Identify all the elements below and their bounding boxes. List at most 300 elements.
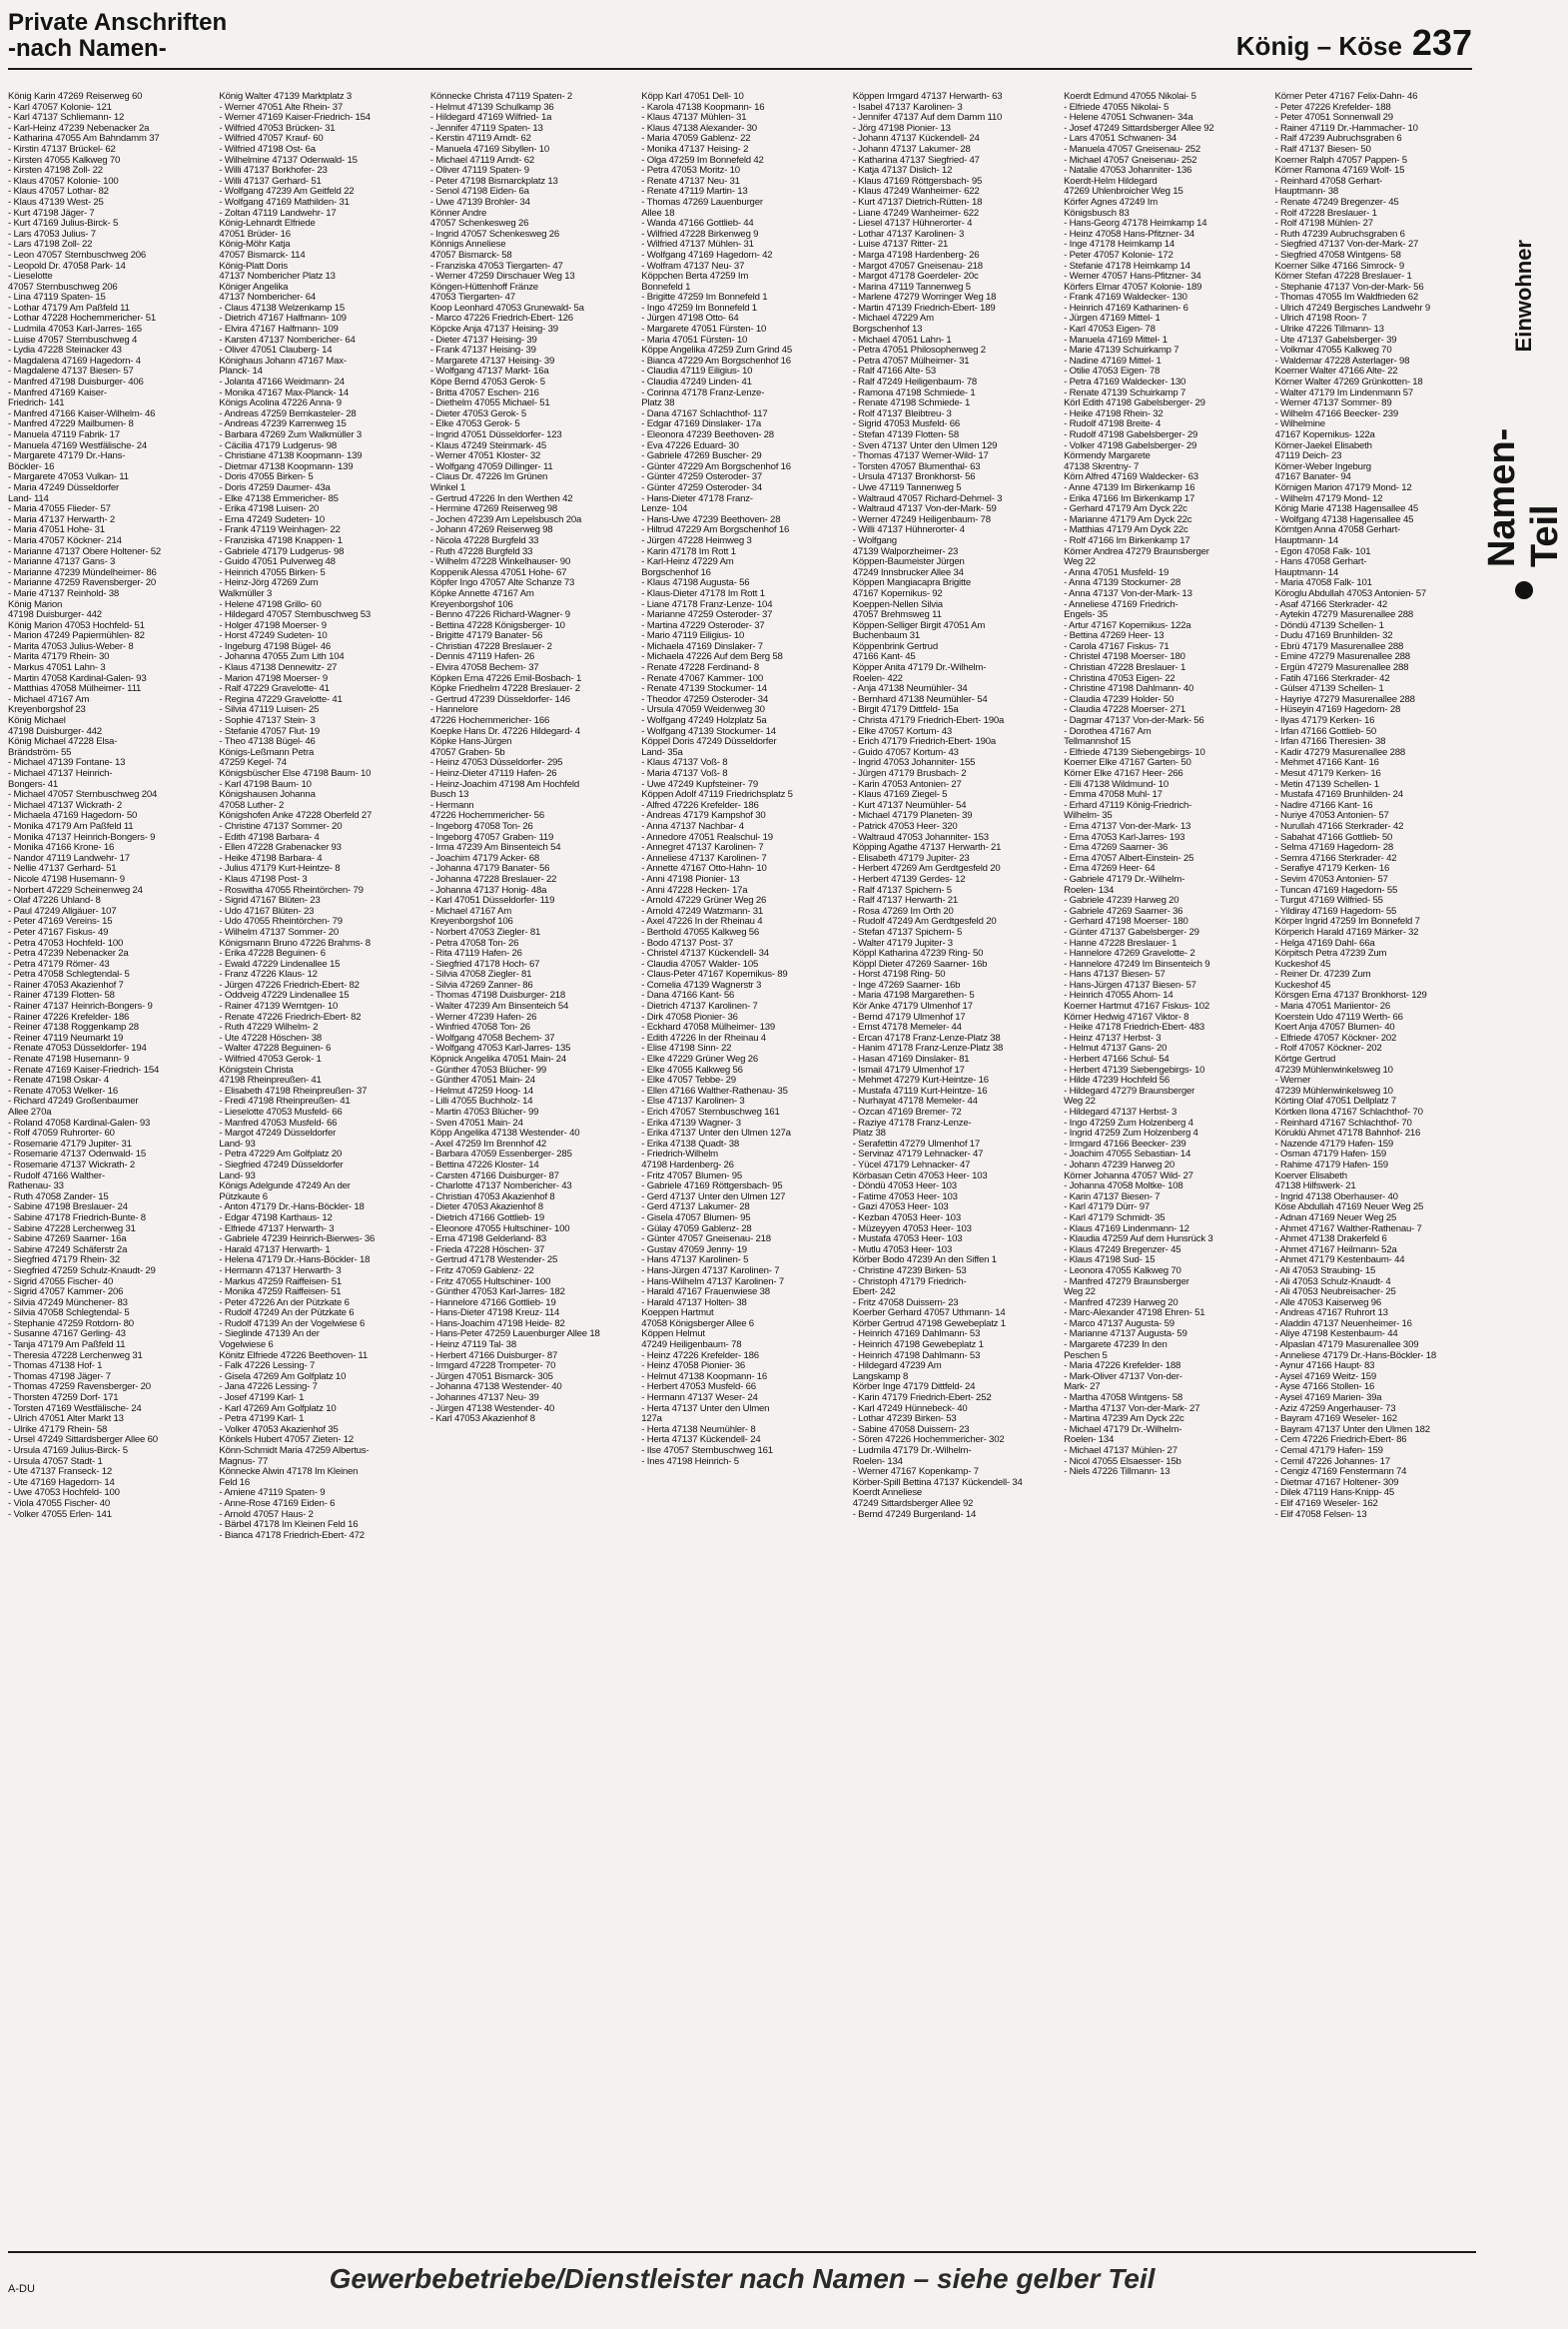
directory-entry: - Hans-Wilhelm 47137 Karolinen- 7 (641, 1276, 784, 1287)
directory-entry: - Herbert 47139 Gerdes- 12 (852, 874, 966, 885)
directory-entry: - Ruth 47239 Aubruchsgraben 6 (1274, 229, 1405, 240)
directory-entry: - Edgar 47198 Karthaus- 12 (219, 1212, 333, 1223)
directory-entry: 47167 Kopernikus- 92 (852, 588, 943, 599)
directory-entry: Königs Acolina 47226 Anna- 9 (219, 398, 342, 409)
directory-entry: - Nurullah 47166 Sterkrader- 42 (1274, 821, 1404, 832)
directory-entry: Königstein Christa (219, 1065, 294, 1076)
directory-entry: - Mustafa 47053 Heer- 103 (852, 1234, 963, 1245)
directory-entry: - Michael 47057 Sternbuschweg 204 (8, 790, 158, 801)
directory-entry: - Tuncan 47169 Hagedorn- 55 (1274, 885, 1398, 896)
directory-entry: - Christine 47137 Sommer- 20 (219, 821, 343, 832)
directory-entry: - Marlene 47279 Worringer Weg 18 (852, 293, 997, 304)
directory-entry: - Elif 47058 Felsen- 13 (1274, 1509, 1367, 1520)
directory-entry: - Michael 47167 Am (429, 906, 512, 917)
directory-entry: - Waltraud 47137 Von-der-Mark- 59 (852, 504, 997, 515)
directory-entry: - Michael 47119 Arndt- 62 (429, 155, 534, 166)
directory-entry: - Petra 47169 Waldecker- 130 (1064, 378, 1186, 388)
directory-entry: - Berthold 47055 Kalkweg 56 (641, 927, 760, 938)
directory-entry: - Markus 47259 Raiffeisen- 51 (219, 1276, 342, 1287)
directory-entry: Vogelwiese 6 (219, 1340, 274, 1351)
directory-entry: - Bianca 47229 Am Borgschenhof 16 (641, 356, 791, 367)
directory-entry: - Edgar 47169 Dinslaker- 17a (641, 419, 761, 430)
directory-entry: - Barbara 47269 Zum Walkmüller 3 (219, 430, 362, 440)
directory-entry: - Johanna 47137 Honig- 48a (429, 885, 547, 896)
directory-entry: - Herbert 47166 Duisburger- 87 (429, 1350, 558, 1361)
directory-entry: - Helena 47179 Dr.-Hans-Böckler- 18 (219, 1255, 371, 1266)
directory-entry: - Wolfgang 47137 Markt- 16a (429, 367, 549, 378)
directory-entry: - Amiene 47119 Spaten- 9 (219, 1488, 326, 1499)
directory-entry: - Sophie 47137 Stein- 3 (219, 716, 316, 727)
directory-entry: - Volker 47198 Gabelsberger- 29 (1064, 440, 1197, 451)
directory-entry: Körner Walter 47269 Grünkotten- 18 (1274, 378, 1423, 388)
directory-entry: 47239 Mühlenwinkelsweg 10 (1274, 1065, 1393, 1076)
side-tab-big: Namen-Teil (1481, 427, 1566, 568)
directory-entry: Ebert- 242 (852, 1287, 896, 1298)
directory-entry: - Norbert 47053 Ziegler- 81 (429, 927, 541, 938)
directory-entry: - Klaus 47198 Sud- 15 (1064, 1255, 1156, 1266)
directory-entry: - Cem 47226 Friedrich-Ebert- 86 (1274, 1435, 1407, 1446)
directory-entry: Koerstein Udo 47119 Werth- 66 (1274, 1012, 1403, 1023)
directory-entry: - Reinhard 47058 Gerhart- (1274, 176, 1383, 187)
section-title-line1: Private Anschriften (8, 9, 228, 36)
directory-entry: - Marita 47179 Rhein- 30 (8, 652, 110, 663)
directory-entry: - Siegfried 47058 Wintgens- 58 (1274, 250, 1401, 261)
directory-entry: - Ahmet 47167 Walther-Rathenau- 7 (1274, 1223, 1422, 1234)
directory-entry: - Ulrich 47249 Bergisches Landwehr 9 (1274, 303, 1430, 314)
directory-entry: Allee 18 (641, 208, 675, 219)
directory-entry: Köpfer Ingo 47057 Alte Schanze 73 (429, 578, 575, 589)
directory-entry: - Ursula 47169 Julius-Birck- 5 (8, 1446, 128, 1456)
directory-entry: - Michael 47167 Am (8, 694, 90, 705)
directory-entry: - Wanda 47166 Gottlieb- 44 (641, 219, 754, 230)
directory-entry: - Monika 47137 Heising- 2 (641, 144, 749, 155)
directory-entry: - Volkmar 47055 Kalkweg 70 (1274, 346, 1392, 357)
directory-entry: - Fritz 47058 Duissern- 23 (852, 1297, 959, 1308)
directory-entry: 47119 Deich- 23 (1274, 451, 1342, 462)
directory-entry: - Maria 47198 Margarethen- 5 (852, 991, 975, 1002)
directory-entry: - Franziska 47053 Tiergarten- 47 (429, 261, 563, 272)
directory-entry: - Ralf 47137 Herwarth- 21 (852, 896, 959, 907)
directory-entry: - Otilie 47053 Eigen- 78 (1064, 367, 1161, 378)
directory-entry: - Bärbel 47178 Im Kleinen Feld 16 (219, 1520, 359, 1531)
directory-entry: Köpke Annette 47167 Am (429, 588, 534, 599)
directory-entry: - Sven 47137 Unter den Ulmen 129 (852, 440, 998, 451)
directory-entry: - Martina 47239 Am Dyck 22c (1064, 1414, 1184, 1425)
directory-entry: - Eckhard 47058 Mülheimer- 139 (641, 1023, 775, 1034)
directory-entry: - Ali 47053 Straubing- 15 (1274, 1265, 1376, 1276)
directory-entry: - Doris 47259 Daumer- 43a (219, 482, 331, 493)
directory-entry: - Olga 47259 Im Bonnefeld 42 (641, 155, 764, 166)
directory-entry: - Wolfgang 47053 Karl-Jarres- 135 (429, 1044, 571, 1055)
directory-entry: - Heinz-Jörg 47269 Zum (219, 578, 319, 589)
directory-entry: - Uwe 47139 Brohler- 34 (429, 197, 530, 208)
directory-entry: - Guido 47057 Kortum- 43 (852, 747, 959, 758)
directory-entry: 47137 Nombericher- 64 (219, 293, 317, 304)
directory-entry: - Magdalena 47169 Hagedorn- 4 (8, 356, 141, 367)
directory-entry: - Klaus 47139 West- 25 (8, 197, 104, 208)
directory-entry: - Sigrid 47055 Fischer- 40 (8, 1276, 114, 1287)
directory-entry: - Irma 47239 Am Binsenteich 54 (429, 843, 561, 854)
directory-entry: - Sigrid 47053 Musfeld- 66 (852, 419, 961, 430)
directory-entry: - Hans-Joachim 47198 Heide- 82 (429, 1318, 565, 1329)
directory-entry: Köpken Erna 47226 Emil-Bosbach- 1 (429, 673, 582, 684)
directory-entry: - Marianne 47239 Mündelheimer- 86 (8, 567, 157, 578)
directory-entry: - Renate 47137 Neu- 31 (641, 176, 740, 187)
directory-entry: - Karl-Heinz 47239 Nebenacker 2a (8, 123, 150, 134)
directory-entry: - Erna 47249 Sudeten- 10 (219, 514, 326, 525)
directory-entry: - Ute 47228 Höschen- 38 (219, 1033, 323, 1044)
directory-entry: - Oddveig 47229 Lindenallee 15 (219, 991, 350, 1002)
directory-entry: Körner-Weber Ingeburg (1274, 461, 1371, 472)
directory-entry: - Dilek 47119 Hans-Knipp- 45 (1274, 1488, 1395, 1499)
directory-entry: Körnigen Marion 47179 Mond- 12 (1274, 482, 1412, 493)
directory-entry: Köpp Karl 47051 Dell- 10 (641, 92, 744, 102)
directory-entry: - Nadire 47166 Kant- 16 (1274, 800, 1373, 811)
directory-entry: Köppen-Selliger Birgit 47051 Am (852, 620, 986, 631)
directory-entry: - Hasan 47169 Dinslaker- 81 (852, 1055, 970, 1066)
directory-entry: - Uwe 47249 Kupfsteiner- 79 (641, 779, 758, 790)
directory-entry: 47198 Hardenberg- 26 (641, 1160, 734, 1170)
directory-entry: - Dagmar 47137 Von-der-Mark- 56 (1064, 716, 1204, 727)
directory-entry: - Franz 47226 Klaus- 12 (219, 970, 318, 981)
directory-entry: - Nicola 47228 Burgfeld 33 (429, 535, 539, 546)
directory-entry: - Heinz 47137 Herbst- 3 (1064, 1033, 1162, 1044)
directory-entry: - Manuela 47169 Mittel- 1 (1064, 335, 1168, 346)
directory-entry: - Dudu 47169 Brunhilden- 32 (1274, 631, 1393, 642)
directory-entry: - Thorsten 47259 Dorf- 171 (8, 1393, 119, 1404)
directory-entry: - Johanna 47228 Breslauer- 22 (429, 874, 557, 885)
directory-entry: Rathenau- 33 (8, 1181, 64, 1192)
directory-entry: - Eleonora 47239 Beethoven- 28 (641, 430, 774, 440)
directory-entry: - Senol 47198 Eiden- 6a (429, 187, 529, 198)
directory-entry: - Mario 47119 Eiligius- 10 (641, 631, 745, 642)
directory-entry: - Werner 47167 Kopenkamp- 7 (852, 1467, 979, 1478)
directory-entry: - Andreas 47239 Karrenweg 15 (219, 419, 347, 430)
directory-entry: - Udo 47167 Blüten- 23 (219, 906, 315, 917)
directory-entry: - Jürgen 47228 Heimweg 3 (641, 535, 752, 546)
directory-entry: - Serafettin 47279 Ulmenhof 17 (852, 1139, 981, 1150)
directory-entry: - Marianne 47259 Ravensberger- 20 (8, 578, 157, 589)
directory-entry: - Gabriele 47169 Röttgersbach- 95 (641, 1181, 783, 1192)
directory-entry: - Manuela 47169 Sibyllen- 10 (429, 144, 550, 155)
directory-entry: - Hildegard 47239 Am (852, 1361, 942, 1372)
directory-entry: - Marianne 47179 Am Dyck 22c (1064, 514, 1192, 525)
directory-entry: - Manfred 47198 Duisburger- 406 (8, 378, 144, 388)
directory-entry: 47249 Heiligenbaum- 78 (641, 1340, 742, 1351)
footer-code: A-DU (8, 2283, 35, 2295)
directory-entry: - Lydia 47228 Steinacker 43 (8, 346, 122, 357)
directory-entry: - Kurt 47137 Dietrich-Rütten- 18 (852, 197, 983, 208)
directory-entry: - Martha 47058 Wintgens- 58 (1064, 1393, 1182, 1404)
directory-entry: - Marion 47249 Papiermühlen- 82 (8, 631, 145, 642)
directory-entry: - Carola 47167 Fiskus- 71 (1064, 641, 1170, 652)
directory-entry: Köppe Angelika 47259 Zum Grind 45 (641, 346, 793, 357)
directory-entry: - Rolf 47057 Köckner- 202 (1274, 1044, 1382, 1055)
directory-entry: - Niels 47226 Tillmann- 13 (1064, 1467, 1171, 1478)
directory-entry: - Anni 47198 Pionier- 13 (641, 874, 740, 885)
directory-entry: - Dieter 47053 Gerok- 5 (429, 408, 527, 419)
directory-entry: - Gülser 47139 Schellen- 1 (1274, 684, 1384, 695)
directory-entry: Koerdt Edmund 47055 Nikolai- 5 (1064, 92, 1196, 102)
directory-entry: - Wolfgang 47059 Dillinger- 11 (429, 461, 553, 472)
directory-entry: - Olaf 47226 Uhland- 8 (8, 896, 101, 907)
directory-entry: - Margot 47057 Gneisenau- 218 (852, 261, 983, 272)
directory-entry: Kreyenborgshof 23 (8, 705, 86, 716)
directory-entry: Köppel Doris 47249 Düsseldorfer (641, 737, 777, 748)
directory-entry: - Michael 47057 Gneisenau- 252 (1064, 155, 1197, 166)
directory-entry: - Sabine 47198 Breslauer- 24 (8, 1202, 128, 1213)
directory-entry: - Hans 47137 Karolinen- 5 (641, 1255, 749, 1266)
directory-entry: - Ursula 47057 Stadt- 1 (8, 1456, 103, 1467)
directory-entry: - Peter 47198 Bismarckplatz 13 (429, 176, 558, 187)
directory-entry: Koerner Walter 47166 Alte- 22 (1274, 367, 1398, 378)
directory-entry: Buchenbaum 31 (852, 631, 920, 642)
directory-entry: - Aynur 47166 Haupt- 83 (1274, 1361, 1375, 1372)
directory-entry: - Karl 47053 Akazienhof 8 (429, 1414, 535, 1425)
directory-entry: - Bernd 47179 Ulmenhof 17 (852, 1012, 966, 1023)
directory-entry: - Claus 47138 Welzenkamp 15 (219, 303, 346, 314)
directory-entry: Köppen Adolf 47119 Friedrichsplatz 5 (641, 790, 793, 801)
directory-entry: - Monika 47166 Krone- 16 (8, 843, 115, 854)
directory-entry: - Egon 47058 Falk- 101 (1274, 546, 1371, 557)
directory-entry: - Ayse 47166 Stollen- 16 (1274, 1382, 1375, 1393)
directory-entry: - Johann 47269 Reiserweg 98 (429, 525, 553, 536)
directory-entry: - Heinz 47053 Düsseldorfer- 295 (429, 758, 563, 769)
directory-entry: Königs-Leßmann Petra (219, 747, 315, 758)
directory-entry: - Eva 47226 Eduard- 30 (641, 440, 739, 451)
directory-entry: Busch 13 (429, 790, 469, 801)
directory-entry: - Magdalene 47137 Biesen- 57 (8, 367, 134, 378)
directory-entry: Körber Gertrud 47198 Gewebeplatz 1 (852, 1318, 1006, 1329)
directory-entry: Könn-Schmidt Maria 47259 Albertus- (219, 1446, 370, 1456)
directory-entry: - Hildegard 47137 Herbst- 3 (1064, 1108, 1177, 1118)
directory-entry: - Theo 47138 Bügel- 46 (219, 737, 316, 748)
directory-entry: - Karl 47053 Eigen- 78 (1064, 325, 1156, 336)
directory-entry: Köppl Dieter 47269 Saarner- 16b (852, 959, 988, 970)
directory-entry: - Mark-Oliver 47137 Von-der- (1064, 1371, 1182, 1382)
directory-entry: - Aytekin 47279 Masurenallee 288 (1274, 610, 1414, 621)
directory-entry: - Thomas 47269 Lauenburger (641, 197, 763, 208)
directory-entry: Böckler- 16 (8, 461, 55, 472)
directory-entry: - Ralf 47137 Spichern- 5 (852, 885, 952, 896)
directory-entry: - Wolfgang 47249 Holzplatz 5a (641, 716, 767, 727)
footer-banner: Gewerbebetriebe/Dienstleister nach Namen – siehe gelber Teil (329, 2263, 1156, 2294)
bullet-icon (1515, 581, 1533, 599)
directory-entry: - Brigitte 47259 Im Bonnefeld 1 (641, 293, 768, 304)
directory-entry: Planck- 14 (219, 367, 263, 378)
directory-entry: - Rolf 47198 Mühlen- 27 (1274, 219, 1373, 230)
directory-entry: - Manuela 47169 Westfälische- 24 (8, 440, 148, 451)
directory-entry: - Mustafa 47119 Kurt-Heintze- 16 (852, 1086, 988, 1097)
directory-entry: Bonnefeld 1 (641, 282, 691, 293)
directory-entry: - Jürgen 47226 Friedrich-Ebert- 82 (219, 980, 360, 991)
directory-entry: - Johann 47137 Lakumer- 28 (852, 144, 971, 155)
directory-entry: - Cornelia 47139 Wagnerstr 3 (641, 980, 762, 991)
directory-entry: - Corinna 47178 Franz-Lenze- (641, 388, 765, 398)
directory-entry: - Fredi 47198 Rheinpreußen- 41 (219, 1097, 351, 1108)
directory-entry: Königsbüscher Else 47198 Baum- 10 (219, 769, 372, 779)
directory-entry: - Johann 47239 Harweg 20 (1064, 1160, 1176, 1170)
directory-entry: - Hanim 47178 Franz-Lenze-Platz 38 (852, 1044, 1004, 1055)
directory-entry: - Hermine 47269 Reiserweg 98 (429, 504, 558, 515)
directory-entry: - Dieter 47053 Akazienhof 8 (429, 1202, 543, 1213)
directory-entry: Tellmannshof 15 (1064, 737, 1131, 748)
directory-entry: - Ali 47053 Schulz-Knaudt- 4 (1274, 1276, 1391, 1287)
directory-entry: - Dana 47167 Schlachthof- 117 (641, 408, 768, 419)
directory-entry: - Andreas 47179 Kampshof 30 (641, 811, 766, 822)
directory-entry: - Claudia 47249 Linden- 41 (641, 378, 752, 388)
directory-entry: - Elke 47057 Kortum- 43 (852, 726, 953, 737)
directory-entry: Körner Stefan 47228 Breslauer- 1 (1274, 272, 1412, 283)
directory-entry: Könner Andre (429, 208, 487, 219)
directory-entry: Koerdt-Helm Hildegard (1064, 176, 1158, 187)
directory-entry: Borgschenhof 16 (641, 567, 711, 578)
directory-entry: 47198 Rheinpreußen- 41 (219, 1076, 322, 1087)
directory-entry: - Else 47137 Karolinen- 3 (641, 1097, 745, 1108)
directory-entry: - Horst 47198 Ring- 50 (852, 970, 946, 981)
directory-entry: Köppen-Baumeister Jürgen (852, 557, 965, 568)
directory-entry: - Hilde 47239 Hochfeld 56 (1064, 1076, 1171, 1087)
directory-entry: 47239 Mühlenwinkelsweg 10 (1274, 1086, 1393, 1097)
directory-entry: - Heinrich 47055 Birken- 5 (219, 567, 326, 578)
directory-entry: - Waltraud 47057 Richard-Dehmel- 3 (852, 493, 1003, 504)
directory-entry: Walkmüller 3 (219, 588, 273, 599)
directory-entry: - Anton 47179 Dr.-Hans-Böckler- 18 (219, 1202, 365, 1213)
directory-entry: - Servinaz 47179 Lehnacker- 47 (852, 1150, 984, 1161)
directory-entry: - Metin 47139 Schellen- 1 (1274, 779, 1379, 790)
directory-entry: - Friedrich-Wilhelm (641, 1150, 718, 1161)
directory-entry: - Jörg 47198 Pionier- 13 (852, 123, 951, 134)
directory-entry: - Werner 47137 Sommer- 89 (1274, 398, 1392, 409)
directory-entry: Körner Hedwig 47167 Viktor- 8 (1064, 1012, 1189, 1023)
directory-entry: Lenze- 104 (641, 504, 688, 515)
directory-entry: - Sabine 47228 Lerchenweg 31 (8, 1223, 136, 1234)
directory-entry: - Rosemarie 47137 Odenwald- 15 (8, 1150, 146, 1161)
directory-entry: - Rudolf 47249 An der Pützkate 6 (219, 1308, 355, 1319)
directory-entry: Köppenbrink Gertrud (852, 641, 938, 652)
directory-entry: Koppenik Alessa 47051 Hohe- 67 (429, 567, 567, 578)
directory-column-4 (641, 92, 844, 2239)
directory-entry: - Sieglinde 47139 An der (219, 1329, 320, 1340)
directory-entry: - Christian 47228 Breslauer- 1 (1064, 663, 1186, 674)
section-title (8, 10, 227, 62)
directory-entry: - Axel 47226 In der Rheinau 4 (641, 917, 763, 928)
directory-entry: - Hanne 47228 Breslauer- 1 (1064, 938, 1177, 949)
directory-entry: - Hermann 47137 Herwarth- 3 (219, 1265, 342, 1276)
directory-entry: 47057 Schenkesweg 26 (429, 219, 529, 230)
directory-entry: - Renate 47198 Schmiede- 1 (852, 398, 971, 409)
directory-entry: - Maria 47051 Fürsten- 10 (641, 335, 748, 346)
directory-entry: - Kurt 47198 Jäger- 7 (8, 208, 95, 219)
directory-entry: Köse Abdullah 47169 Neuer Weg 25 (1274, 1202, 1424, 1213)
directory-entry: - Rainer 47137 Heinrich-Bongers- 9 (8, 1002, 153, 1013)
directory-entry: - Siegfried 47259 Schulz-Knaudt- 29 (8, 1265, 156, 1276)
directory-entry: Körtge Gertrud (1274, 1055, 1336, 1066)
directory-entry: - Ramona 47198 Schmiede- 1 (852, 388, 976, 398)
directory-entry: - Jochen 47239 Am Lepelsbusch 20a (429, 514, 582, 525)
directory-entry: - Mehmet 47279 Kurt-Heintze- 16 (852, 1076, 989, 1087)
directory-entry: - Irfan 47166 Theresien- 38 (1274, 737, 1386, 748)
page-number: 237 (1411, 22, 1472, 63)
directory-entry: - Rudolf 47198 Gabelsberger- 29 (1064, 430, 1198, 440)
directory-entry: - Lothar 47137 Karolinen- 3 (852, 229, 965, 240)
directory-entry: - Erna 47269 Saarner- 36 (1064, 843, 1169, 854)
directory-entry: - Günther 47053 Karl-Jarres- 182 (429, 1287, 565, 1298)
directory-entry: - Asaf 47166 Sterkrader- 42 (1274, 599, 1387, 610)
directory-entry: Könitz Elfriede 47226 Beethoven- 11 (219, 1350, 368, 1361)
directory-entry: Könnigs Anneliese (429, 240, 506, 251)
directory-entry: - Joachim 47055 Sebastian- 14 (1064, 1150, 1191, 1161)
directory-entry: 47137 Nombericher Platz 13 (219, 272, 336, 283)
directory-entry: Koeppen Hartmut (641, 1308, 714, 1319)
directory-entry: Köpnick Angelika 47051 Main- 24 (429, 1055, 567, 1066)
directory-entry: - Klaus 47198 Augusta- 56 (641, 578, 750, 589)
directory-entry: - Serafiye 47179 Kerken- 16 (1274, 864, 1390, 875)
directory-entry: - Michael 47051 Lahn- 1 (852, 335, 952, 346)
directory-entry: - Werner 47259 Dirschauer Weg 13 (429, 272, 575, 283)
directory-entry: - Monika 47259 Raiffeisen- 51 (219, 1287, 342, 1298)
directory-entry: - Helmut 47259 Hoog- 14 (429, 1086, 533, 1097)
directory-entry: - Aysel 47169 Marien- 39a (1274, 1393, 1382, 1404)
directory-entry: Peschen 5 (1064, 1350, 1108, 1361)
directory-entry: - Renate 47198 Husemann- 9 (8, 1055, 130, 1066)
directory-entry: - Wilhelmine (1274, 419, 1325, 430)
directory-entry: - Renate 47053 Welker- 16 (8, 1086, 119, 1097)
directory-entry: - Herta 47138 Neumühler- 8 (641, 1424, 756, 1435)
directory-entry: - Michael 47229 Am (852, 314, 934, 325)
directory-entry: - Holger 47198 Moerser- 9 (219, 620, 327, 631)
directory-entry: - Katja 47137 Dislich- 12 (852, 166, 953, 177)
section-side-tab (1481, 240, 1566, 599)
directory-entry: - Michael 47139 Fontane- 13 (8, 758, 126, 769)
directory-entry: - Ursula 47059 Weidenweg 30 (641, 705, 765, 716)
directory-entry: - Rainer 47139 Werntgen- 10 (219, 1002, 339, 1013)
directory-entry: - Petra 47179 Römer- 43 (8, 959, 110, 970)
directory-entry: Königs Adelgunde 47249 An der (219, 1181, 351, 1192)
directory-entry: - Stephanie 47137 Von-der-Mark- 56 (1274, 282, 1424, 293)
directory-entry: - Sigrid 47057 Kammer- 206 (8, 1287, 124, 1298)
directory-entry: - Klaus 47138 Alexander- 30 (641, 123, 757, 134)
directory-entry: - Willi 47137 Gerhard- 51 (219, 176, 322, 187)
directory-entry: - Stephanie 47259 Rotdorn- 80 (8, 1318, 134, 1329)
directory-entry: - Gertrud 47239 Düsseldorfer- 146 (429, 694, 570, 705)
directory-entry: - Petra 47058 Ton- 26 (429, 938, 519, 949)
directory-entry: Körperich Harald 47169 Märker- 32 (1274, 927, 1419, 938)
directory-entry: - Manuela 47057 Gneisenau- 252 (1064, 144, 1201, 155)
directory-entry: - Rosemarie 47137 Wickrath- 2 (8, 1160, 135, 1170)
directory-entry: - Werner 47051 Kloster- 32 (429, 451, 541, 462)
directory-entry: - Sigrid 47167 Blüten- 23 (219, 896, 321, 907)
directory-entry: - Axel 47259 Im Brennhof 42 (429, 1139, 547, 1150)
directory-entry: - Wilhelmine 47137 Odenwald- 15 (219, 155, 358, 166)
directory-entry: - Karl 47249 Hünnebeck- 40 (852, 1403, 968, 1414)
directory-entry: Pützkaute 6 (219, 1191, 268, 1202)
directory-entry: - Claus Dr. 47226 Im Grünen (429, 472, 548, 483)
directory-entry: - Gisela 47057 Blumen- 95 (641, 1212, 751, 1223)
directory-entry: - Rahime 47179 Hafen- 159 (1274, 1160, 1388, 1170)
directory-entry: - Theodor 47259 Osteroder- 34 (641, 694, 769, 705)
directory-entry: - Karin 47179 Friedrich-Ebert- 252 (852, 1393, 992, 1404)
directory-entry: - Regina 47229 Gravelotte- 41 (219, 694, 343, 705)
directory-entry: - Margarete 47137 Heising- 39 (429, 356, 555, 367)
directory-entry: - Charlotte 47137 Nombericher- 43 (429, 1181, 572, 1192)
directory-entry: Roelen- 134 (1064, 885, 1115, 896)
directory-entry: - Horst 47249 Sudeten- 10 (219, 631, 328, 642)
directory-entry: König Marion (8, 599, 63, 610)
directory-entry: Köpcke Anja 47137 Heising- 39 (429, 325, 558, 336)
directory-entry: - Gerhard 47198 Moerser- 180 (1064, 917, 1188, 928)
directory-entry: - Fritz 47057 Blumen- 95 (641, 1170, 743, 1181)
